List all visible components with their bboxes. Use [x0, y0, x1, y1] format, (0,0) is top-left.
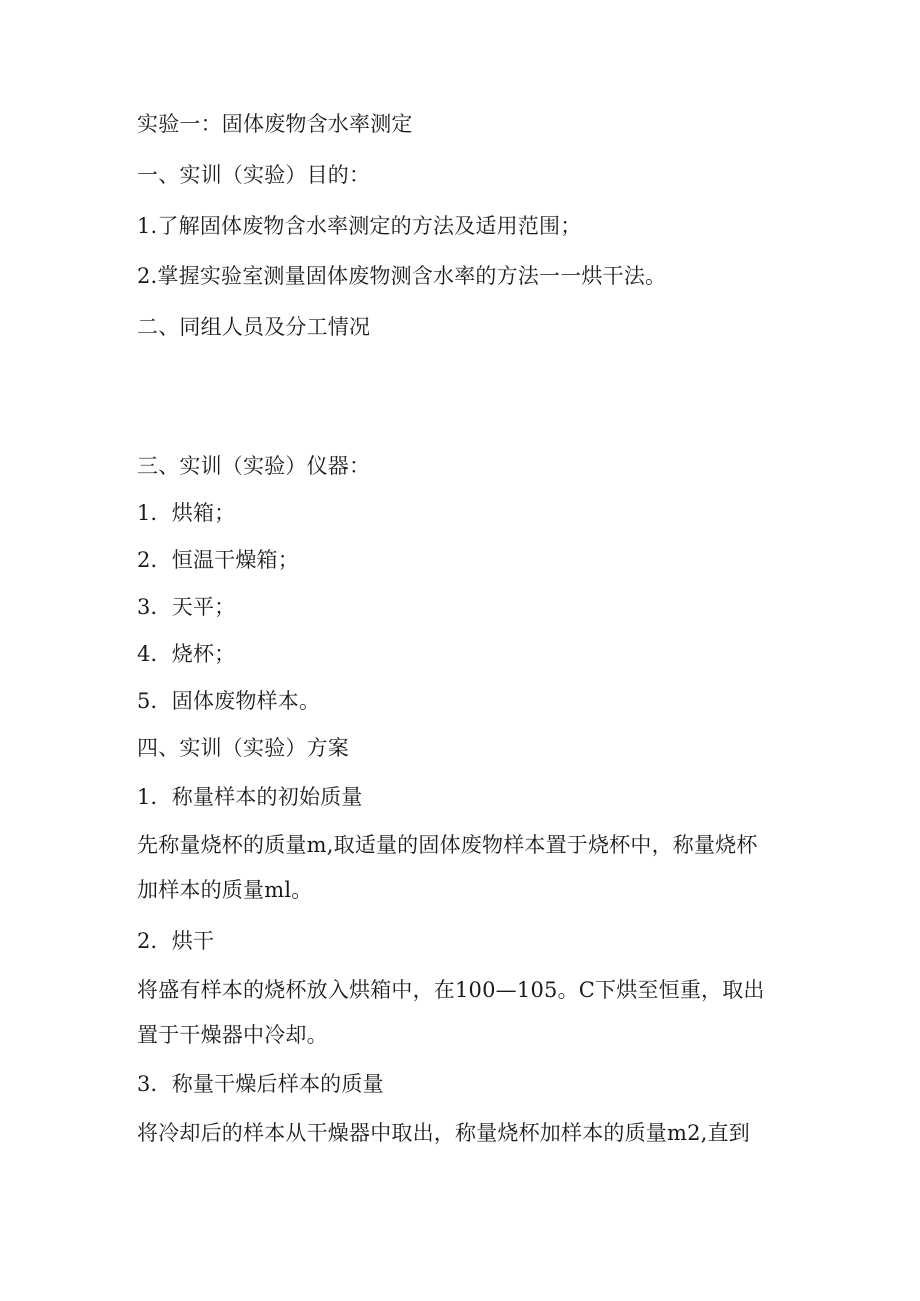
step-1-title: 1．称量样本的初始质量 [137, 785, 363, 809]
section-3-item-1: 1．烘箱； [137, 501, 236, 525]
step-3-title: 3．称量干燥后样本的质量 [137, 1072, 384, 1096]
section-1-item-1: 1.了解固体废物含水率测定的方法及适用范围； [137, 214, 582, 238]
section-4-heading: 四、实训（实验）方案 [137, 736, 349, 760]
section-3-item-2: 2．恒温干燥箱； [137, 548, 299, 572]
section-1-heading: 一、实训（实验）目的： [137, 163, 371, 187]
section-3-item-5: 5．固体废物样本。 [137, 689, 321, 713]
section-1-item-2: 2.掌握实验室测量固体废物测含水率的方法一一烘干法。 [137, 264, 667, 288]
step-1-text-line-2: 加样本的质量ml。 [137, 878, 313, 902]
section-3-item-4: 4．烧杯； [137, 642, 236, 666]
step-1-text-line-1: 先称量烧杯的质量m,取适量的固体废物样本置于烧杯中，称量烧杯 [137, 833, 758, 857]
section-2-heading: 二、同组人员及分工情况 [137, 315, 371, 339]
document-title: 实验一：固体废物含水率测定 [137, 112, 413, 136]
step-2-text-line-1: 将盛有样本的烧杯放入烘箱中，在100—105。C下烘至恒重，取出 [137, 978, 765, 1002]
step-2-title: 2．烘干 [137, 929, 215, 953]
step-2-text-line-2: 置于干燥器中冷却。 [137, 1023, 328, 1047]
section-3-heading: 三、实训（实验）仪器： [137, 454, 371, 478]
step-3-text-line-1: 将冷却后的样本从干燥器中取出，称量烧杯加样本的质量m2,直到 [137, 1121, 750, 1145]
section-3-item-3: 3．天平； [137, 595, 236, 619]
